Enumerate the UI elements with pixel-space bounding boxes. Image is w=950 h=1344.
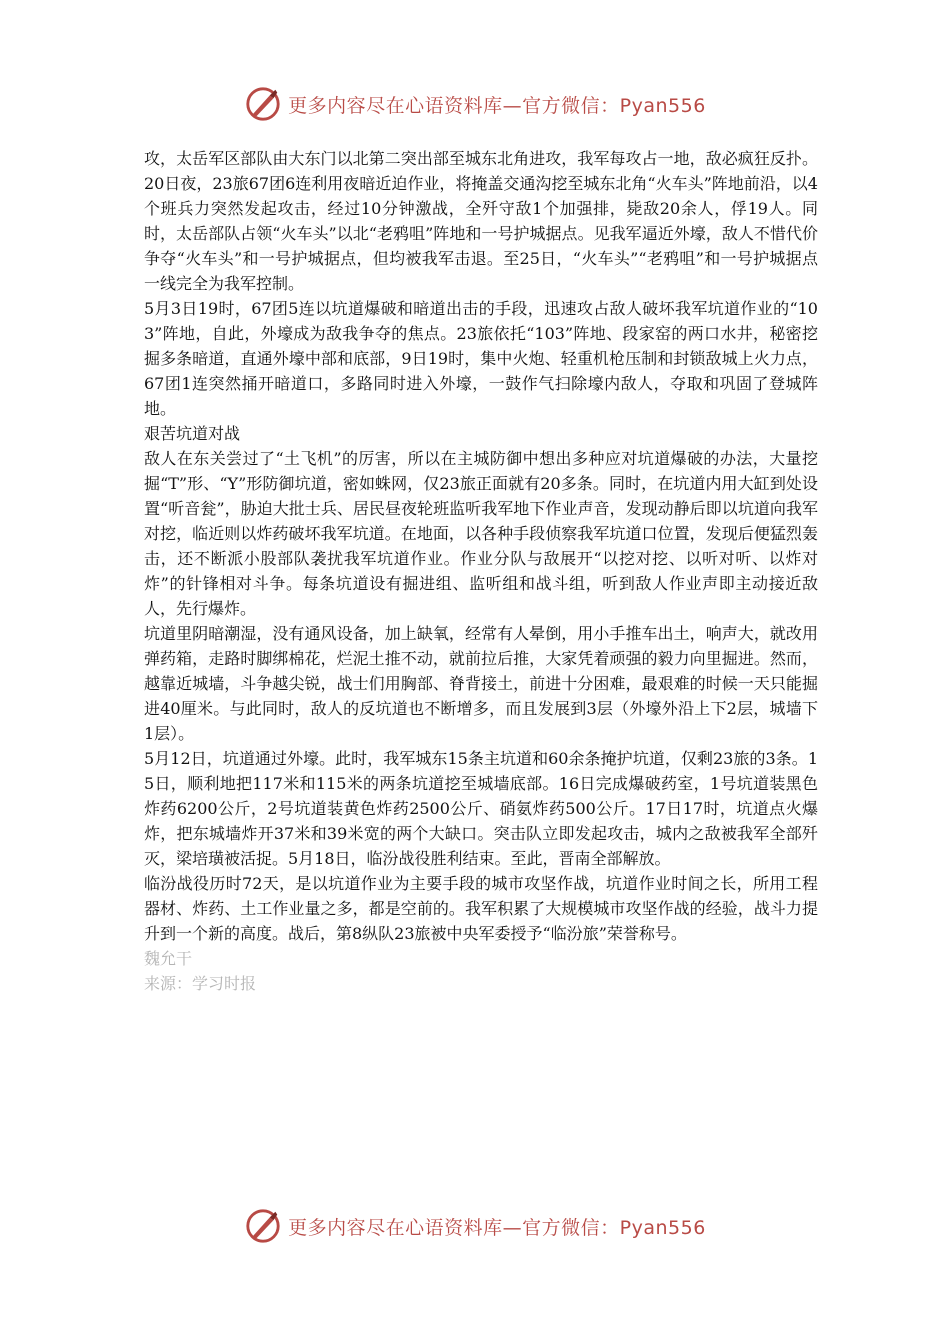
paragraph: 5月12日，坑道通过外壕。此时，我军城东15条主坑道和60余条掩护坑道，仅剩23旅的3条。15日，顺利地把117米和115米的两条坑道挖至城墙底部。16日完成爆破药室，1号坑道装黑色炸药6200公斤，2号坑道装黄色炸药2500公斤、硝氨炸药500公斤。17日17时，坑道点火爆炸，把东城墙炸开37米和39米宽的两个大缺口。突击队立即发起攻击，城内之敌被我军全部歼灭，梁培璜被活捉。5月18日，临汾战役胜利结束。至此，晋南全部解放。 [144, 749, 818, 868]
source: 来源：学习时报 [144, 974, 257, 993]
article-body [144, 146, 818, 996]
paragraph: 敌人在东关尝过了“土飞机”的厉害，所以在主城防御中想出多种应对坑道爆破的办法，大量挖掘“T”形、“Y”形防御坑道，密如蛛网，仅23旅正面就有20多条。同时，在坑道内用大缸到处设置“听音瓮”，胁迫大批士兵、居民昼夜轮班监听我军地下作业声音，发现动静后即以坑道向我军对挖，临近则以炸药破坏我军坑道。在地面，以各种手段侦察我军坑道口位置，发现后便猛烈轰击，还不断派小股部队袭扰我军坑道作业。作业分队与敌展开“以挖对挖、以听对听、以炸对炸”的针锋相对斗争。每条坑道设有掘进组、监听组和战斗组，听到敌人作业声即主动接近敌人，先行爆炸。 [144, 449, 818, 618]
pen-logo-icon [244, 85, 282, 123]
paragraph: 5月3日19时，67团5连以坑道爆破和暗道出击的手段，迅速攻占敌人破坏我军坑道作业的“103”阵地，自此，外壕成为敌我争夺的焦点。23旅依托“103”阵地、段家窑的两口水井，秘密挖掘多条暗道，直通外壕中部和底部，9日19时，集中火炮、轻重机枪压制和封锁敌城上火力点，67团1连突然捅开暗道口，多路同时进入外壕，一鼓作气扫除壕内敌人，夺取和巩固了登城阵地。 [144, 299, 818, 418]
pen-logo-icon [244, 1207, 282, 1245]
banner-text: 更多内容尽在心语资料库—官方微信：Pyan556 [288, 94, 706, 117]
paragraph: 坑道里阴暗潮湿，没有通风设备，加上缺氧，经常有人晕倒，用小手推车出土，响声大，就改用弹药箱，走路时脚绑棉花，烂泥土推不动，就前拉后推，大家凭着顽强的毅力向里掘进。然而，越靠近城墙，斗争越尖锐，战士们用胸部、脊背接土，前进十分困难，最艰难的时候一天只能掘进40厘米。与此同时，敌人的反坑道也不断增多，而且发展到3层（外壕外沿上下2层，城墙下1层）。 [144, 624, 818, 743]
section-heading: 艰苦坑道对战 [144, 424, 241, 443]
paragraph: 临汾战役历时72天，是以坑道作业为主要手段的城市攻坚作战，坑道作业时间之长，所用工程器材、炸药、土工作业量之多，都是空前的。我军积累了大规模城市攻坚作战的经验，战斗力提升到一个新的高度。战后，第8纵队23旅被中央军委授予“临汾旅”荣誉称号。 [144, 874, 818, 943]
banner-text: 更多内容尽在心语资料库—官方微信：Pyan556 [288, 1216, 706, 1239]
author: 魏允干 [144, 949, 193, 968]
header-banner [0, 82, 950, 126]
paragraph: 攻，太岳军区部队由大东门以北第二突出部至城东北角进攻，我军每攻占一地，敌必疯狂反扑。20日夜，23旅67团6连利用夜暗近迫作业，将掩盖交通沟挖至城东北角“火车头”阵地前沿，以4个班兵力突然发起攻击，经过10分钟激战，全歼守敌1个加强排，毙敌20余人，俘19人。同时，太岳部队占领“火车头”以北“老鸦咀”阵地和一号护城据点。见我军逼近外壕，敌人不惜代价争夺“火车头”和一号护城据点，但均被我军击退。至25日，“火车头”“老鸦咀”和一号护城据点一线完全为我军控制。 [144, 149, 818, 293]
footer-banner [0, 1204, 950, 1248]
